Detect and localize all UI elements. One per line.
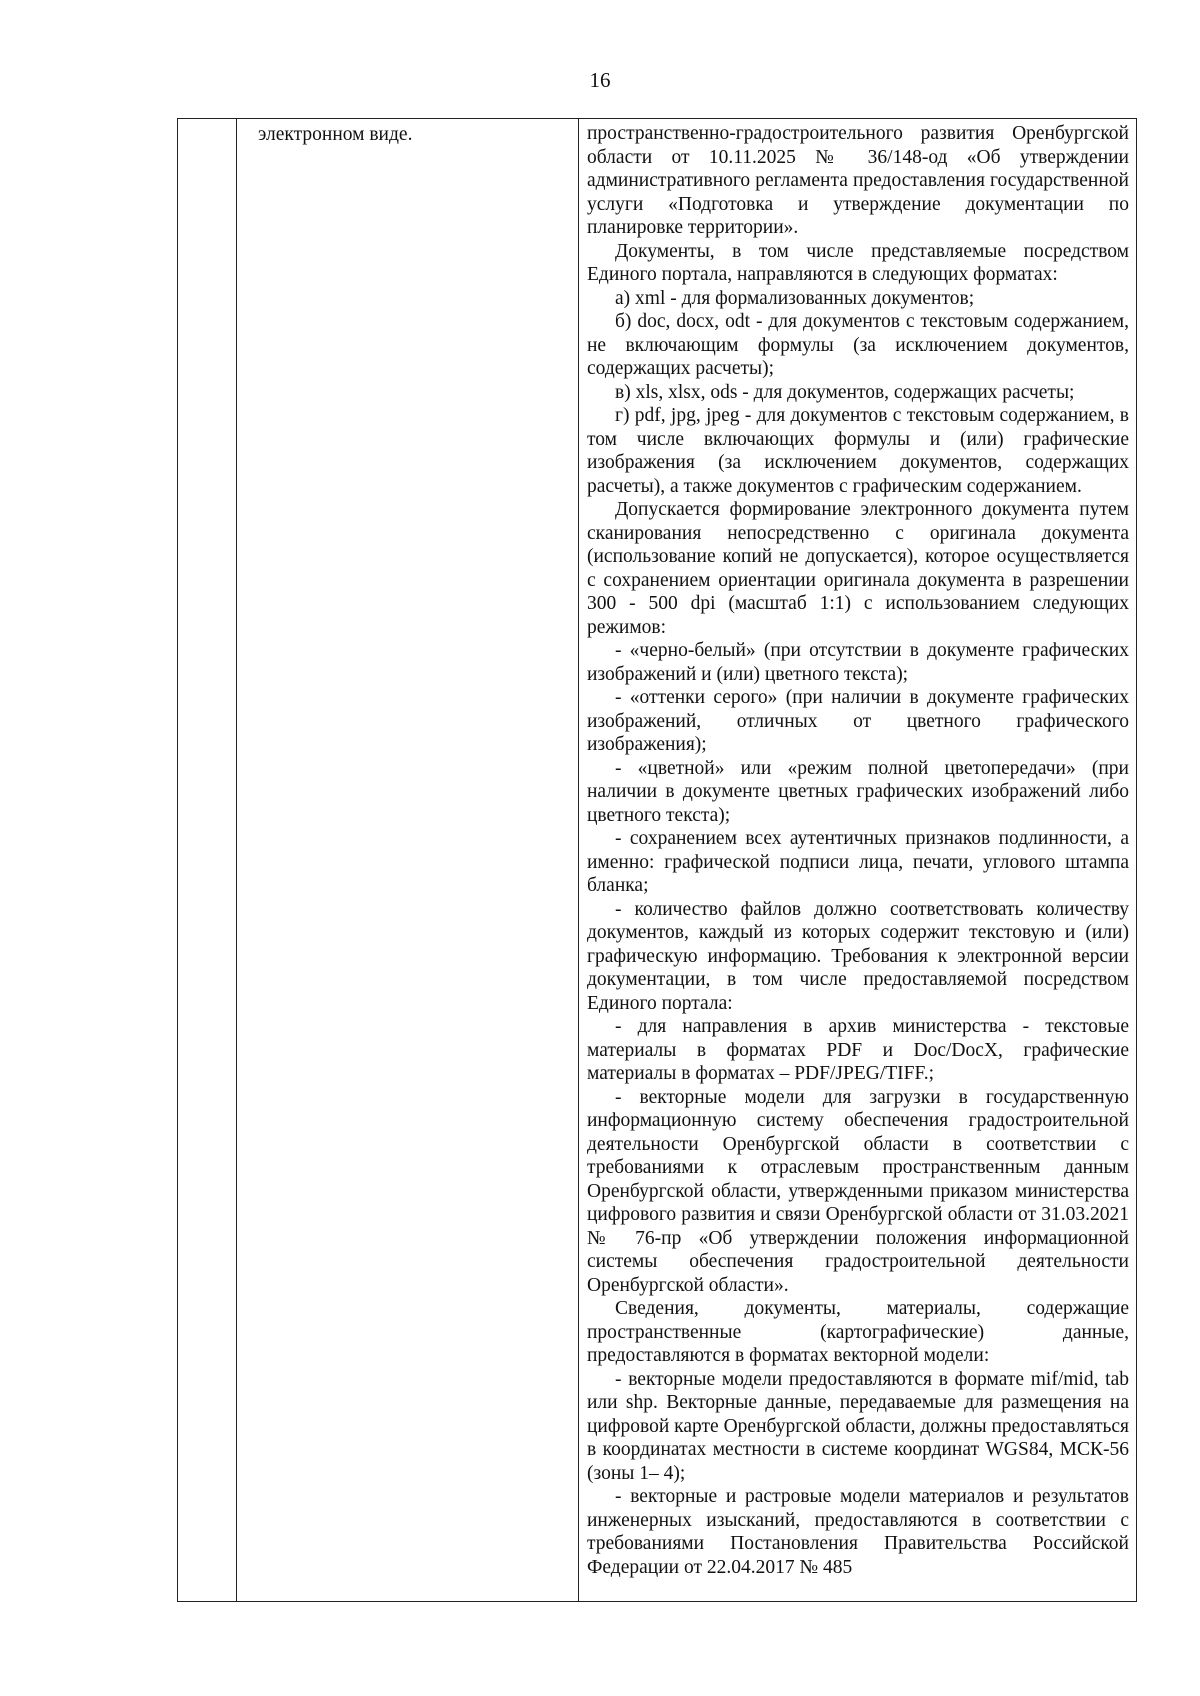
paragraph: а) xml - для формализованных документов; [615,287,975,309]
paragraph: Документы, в том числе представляемые посредством Единого портала, направляются в следующих форматах: [587,240,1129,285]
paragraph: б) doc, docx, odt - для документов с текстовым содержанием, не включающим формулы (за исключением документов, содержащих расчеты); [587,311,1129,379]
paragraph: Сведения, документы, материалы, содержащие пространственные (картографические) данные, предоставляются в форматах векторной модели: [587,1298,1129,1366]
cell-text: электронном виде. [258,124,413,145]
paragraph-continuation: пространственно-градостроительного развития Оренбургской области от 10.11.2025 № 36/148-од «Об утверждении административного регламента предоставления государственной услуги «Подготовка и утверждение документации по планировке территории». [587,123,1129,238]
document-table [177,118,1137,1602]
paragraph: - векторные и растровые модели материалов и результатов инженерных изысканий, предоставляются в соответствии с требованиями Постановления Правительства Российской Федерации от 22.04.2017 № 485 [587,1486,1129,1578]
paragraph: - сохранением всех аутентичных признаков подлинности, а именно: графической подписи лица, печати, углового штампа бланка; [587,828,1129,896]
paragraph: - для направления в архив министерства - текстовые материалы в форматах PDF и Doc/DocX, графические материалы в форматах – PDF/JPEG/TIFF.; [587,1016,1129,1084]
table-cell-column-3 [578,119,1138,1579]
column-divider [236,119,237,1601]
paragraph: в) xls, xlsx, ods - для документов, содержащих расчеты; [615,381,1075,403]
paragraph: - векторные модели для загрузки в государственную информационную систему обеспечения градостроительной деятельности Оренбургской области в соответствии с требованиями к отраслевым пространственным данным Оренбургской области, утвержденными приказом министерства цифрового развития и связи Оренбургской области от 31.03.2021 № 76-пр «Об утверждении положения информационной системы обеспечения градостроительной деятельности Оренбургской области». [587,1086,1129,1296]
paragraph: - количество файлов должно соответствовать количеству документов, каждый из которых содержит текстовую и (или) графическую информацию. Требования к электронной версии документации, в том числе предоставляемой посредством Единого портала: [587,898,1129,1014]
paragraph: г) pdf, jpg, jpeg - для документов с текстовым содержанием, в том числе включающих формулы и (или) графические изображения (за исключением документов, содержащих расчеты), а также документов с графическим содержанием. [587,405,1129,497]
paragraph: - «цветной» или «режим полной цветопередачи» (при наличии в документе цветных графических изображений либо цветного текста); [587,757,1129,826]
paragraph: - «черно-белый» (при отсутствии в документе графических изображений и (или) цветного текста); [587,640,1129,685]
table-cell-column-2 [236,119,578,147]
paragraph: Допускается формирование электронного документа путем сканирования непосредственно с оригинала документа (использование копий не допускается), которое осуществляется с сохранением ориентации оригинала документа в разрешении 300 - 500 dpi (масштаб 1:1) с использованием следующих режимов: [587,499,1129,638]
paragraph: - векторные модели предоставляются в формате mif/mid, tab или shp. Векторные данные, передаваемые для размещения на цифровой карте Оренбургской области, должны предоставляться в координатах местности в системе координат WGS84, МСК-56 (зоны 1– 4); [587,1368,1129,1484]
paragraph: - «оттенки серого» (при наличии в документе графических изображений, отличных от цветного графического изображения); [587,687,1129,755]
page-number: 16 [589,68,611,92]
